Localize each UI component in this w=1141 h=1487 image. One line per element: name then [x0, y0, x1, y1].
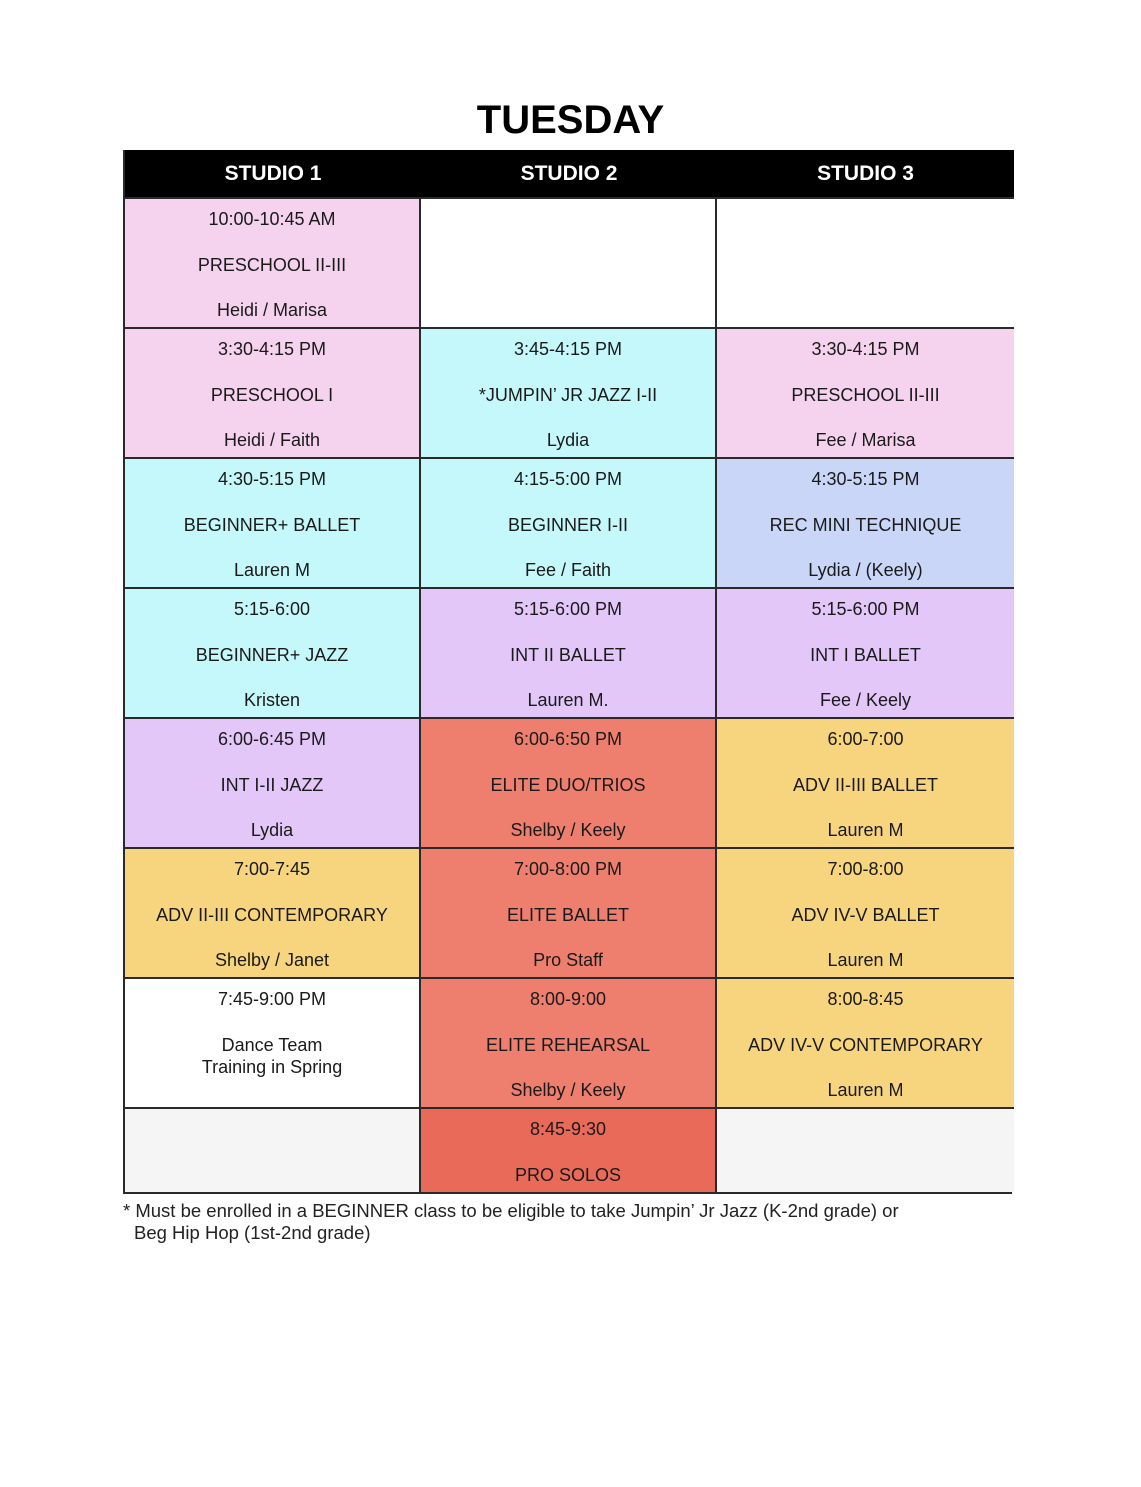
class-cell: [717, 327, 1014, 457]
header-studio-3: STUDIO 3: [717, 150, 1014, 197]
class-teacher: Lauren M: [827, 950, 904, 970]
page-title: TUESDAY: [476, 98, 665, 142]
class-name: ADV II-III CONTEMPORARY: [156, 905, 388, 925]
class-time: 8:45-9:30: [529, 1119, 607, 1139]
schedule-table: [123, 150, 1012, 1194]
class-cell: [421, 327, 717, 457]
class-name: *JUMPIN’ JR JAZZ I-II: [478, 385, 658, 405]
class-name: ELITE DUO/TRIOS: [490, 775, 646, 795]
class-name: PRO SOLOS: [514, 1165, 622, 1185]
class-cell: [125, 847, 421, 977]
class-teacher: Heidi / Marisa: [216, 300, 328, 320]
class-teacher: Lauren M: [827, 1080, 904, 1100]
class-teacher: Lydia: [546, 430, 590, 450]
class-name: BEGINNER+ BALLET: [183, 515, 361, 535]
class-name: INT I BALLET: [810, 645, 921, 665]
class-time: 8:00-9:00: [529, 989, 607, 1009]
class-teacher: Lauren M: [233, 560, 311, 580]
class-teacher: Kristen: [243, 690, 301, 710]
class-name: ELITE REHEARSAL: [485, 1035, 651, 1055]
class-name: ELITE BALLET: [506, 905, 630, 925]
class-time: 3:30-4:15 PM: [217, 339, 327, 359]
class-teacher: Shelby / Keely: [510, 820, 626, 840]
class-time: 7:00-8:00: [827, 859, 904, 879]
class-cell: [125, 457, 421, 587]
class-time: 10:00-10:45 AM: [208, 209, 336, 229]
class-time: 5:15-6:00 PM: [513, 599, 623, 619]
class-time: 3:30-4:15 PM: [811, 339, 920, 359]
class-cell: [717, 457, 1014, 587]
class-cell: [717, 1107, 1014, 1192]
class-name: BEGINNER+ JAZZ: [195, 645, 349, 665]
class-cell: [421, 587, 717, 717]
class-name: ADV II-III BALLET: [792, 775, 939, 795]
class-cell: [717, 587, 1014, 717]
header-studio-2: STUDIO 2: [421, 150, 717, 197]
class-name: PRESCHOOL II-III: [197, 255, 347, 275]
class-time: 7:45-9:00 PM: [217, 989, 327, 1009]
class-cell: [421, 717, 717, 847]
footnote-line-1: * Must be enrolled in a BEGINNER class to be eligible to take Jumpin’ Jr Jazz (K-2nd grade) or: [123, 1200, 899, 1221]
class-cell: [421, 977, 717, 1107]
class-teacher: Fee / Keely: [819, 690, 912, 710]
class-time: 4:30-5:15 PM: [217, 469, 327, 489]
class-cell: [717, 977, 1014, 1107]
class-cell: [421, 847, 717, 977]
class-name: INT II BALLET: [510, 645, 626, 665]
class-cell: [421, 197, 717, 327]
class-name: BEGINNER I-II: [507, 515, 628, 535]
class-name: Dance Team Training in Spring: [201, 1035, 343, 1077]
class-teacher: Fee / Marisa: [815, 430, 916, 450]
class-time: 6:00-7:00: [827, 729, 904, 749]
class-name: ADV IV-V CONTEMPORARY: [748, 1035, 983, 1055]
class-name: ADV IV-V BALLET: [791, 905, 940, 925]
class-teacher: Lydia: [250, 820, 294, 840]
class-time: 8:00-8:45: [827, 989, 904, 1009]
class-cell: [125, 1107, 421, 1192]
class-cell: [717, 197, 1014, 327]
class-time: 7:00-8:00 PM: [513, 859, 623, 879]
footnote-line-2: Beg Hip Hop (1st-2nd grade): [134, 1222, 371, 1243]
class-cell: [125, 327, 421, 457]
class-time: 7:00-7:45: [233, 859, 311, 879]
class-time: 4:15-5:00 PM: [513, 469, 623, 489]
class-cell: [125, 977, 421, 1107]
class-time: 3:45-4:15 PM: [513, 339, 623, 359]
class-cell: [125, 587, 421, 717]
class-teacher: Lydia / (Keely): [808, 560, 923, 580]
class-time: 4:30-5:15 PM: [811, 469, 920, 489]
class-cell: [125, 717, 421, 847]
footnote: [123, 1200, 1023, 1244]
class-cell: [421, 1107, 717, 1192]
class-teacher: Pro Staff: [533, 950, 603, 970]
header-studio-1: STUDIO 1: [125, 150, 421, 197]
class-name: REC MINI TECHNIQUE: [769, 515, 962, 535]
class-cell: [421, 457, 717, 587]
class-teacher: Lauren M.: [527, 690, 609, 710]
class-time: 6:00-6:50 PM: [513, 729, 623, 749]
class-time: 6:00-6:45 PM: [217, 729, 327, 749]
class-name: PRESCHOOL I: [210, 385, 334, 405]
class-teacher: Fee / Faith: [524, 560, 612, 580]
class-cell: [717, 717, 1014, 847]
class-teacher: Shelby / Keely: [510, 1080, 626, 1100]
class-teacher: Heidi / Faith: [223, 430, 321, 450]
class-cell: [125, 197, 421, 327]
class-teacher: Shelby / Janet: [214, 950, 330, 970]
class-time: 5:15-6:00 PM: [811, 599, 920, 619]
class-time: 5:15-6:00: [233, 599, 311, 619]
class-cell: [717, 847, 1014, 977]
class-name: PRESCHOOL II-III: [791, 385, 940, 405]
class-teacher: Lauren M: [827, 820, 904, 840]
class-name: INT I-II JAZZ: [220, 775, 324, 795]
